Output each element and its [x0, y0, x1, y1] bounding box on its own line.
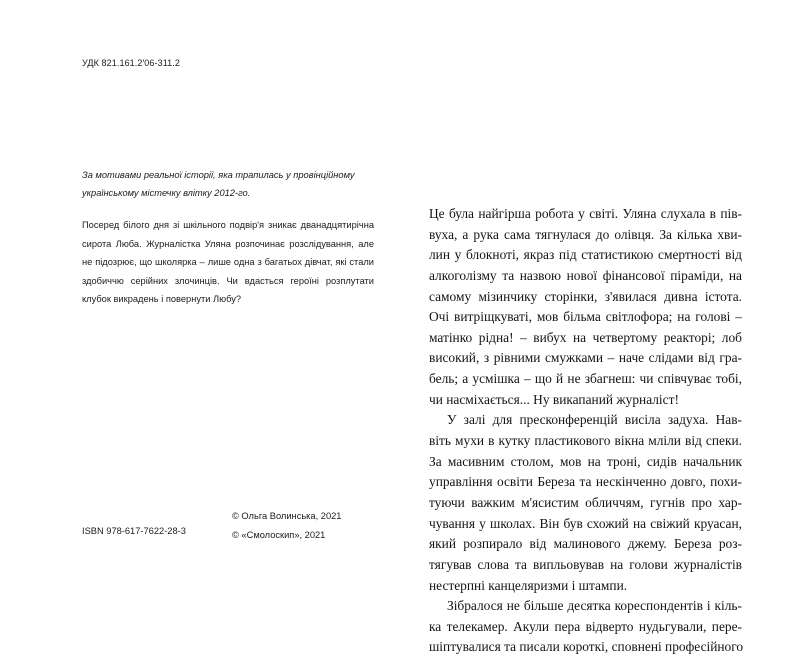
chapter-body-text	[429, 204, 742, 658]
epigraph	[82, 166, 372, 202]
udk-classification: УДК 821.161.2'06-311.2	[82, 58, 180, 68]
text-line: віть мухи в кутку пластикового вікна мліли від спеки.	[429, 433, 742, 449]
text-line: управління освіти Береза та нескінченно довго, похи-	[429, 474, 742, 490]
text-line: Зібралося не більше десятка кореспондентів і кіль-	[447, 598, 742, 614]
text-line: самому мізинчику сторінки, з'явилася дивна істота.	[429, 288, 742, 304]
left-page	[0, 0, 400, 621]
text-line: туючи важким м'ясистим обличчям, гугнів про хар-	[429, 494, 742, 510]
copyright-author: © Ольга Волинська, 2021	[232, 511, 342, 521]
text-line: Це була найгірша робота у світі. Уляна слухала в пів-	[429, 206, 742, 221]
text-line: Очі витріщкуваті, мов більма світлофора; на голові –	[429, 309, 742, 325]
text-line: бель; а усмішка – що й не збагнеш: чи співчуває тобі,	[429, 371, 742, 387]
copyright-publisher: © «Смолоскип», 2021	[232, 529, 326, 540]
text-line: шіптувалися та писали короткі, сповнені професійного	[429, 639, 744, 655]
text-line: тягував слова та випльовував на голови журналістів	[429, 556, 742, 572]
text-line: який розпирало від малинового джему. Береза роз-	[429, 536, 742, 552]
text-line: чи насміхається... Ну викапаний журналіст!	[429, 391, 679, 407]
isbn: ISBN 978-617-7622-28-3	[82, 526, 186, 536]
text-line: За масивним столом, мов на троні, сидів начальник	[429, 453, 742, 469]
synopsis: Посеред білого дня зі шкільного подвір'я зникає дванадцятирічна сирота Люба. Журналістка Уляна розпочинає розслідування, але не підозрює, що школярка – лише одна з багатьох дівчат, які стали здобиччю серійних злочинців. Чи вдасться героїні розплутати клубок викрадень і повернути Любу?	[82, 220, 374, 305]
text-line: ка телекамер. Акули пера відверто нудьгували, пере-	[429, 618, 742, 634]
text-line: алкоголізму та назвою нової фінансової піраміди, на	[429, 267, 742, 283]
copyright-block	[232, 507, 341, 544]
epigraph-line: За мотивами реальної історії, яка трапилась у провінційному	[82, 170, 355, 180]
text-line: У залі для пресконференцій висіла задуха. Нав-	[447, 412, 742, 428]
text-line: високий, з рівними смужками – наче слідами від гра-	[429, 350, 742, 366]
text-line: лин у блокноті, якраз під статистикою смертності від	[429, 247, 742, 263]
text-line: чування у школах. Він був схожий на свіжий круасан,	[429, 515, 742, 531]
epigraph-line: українському містечку влітку 2012-го.	[82, 188, 251, 198]
text-line: матінко рідна! – вибух на четвертому реакторі; лоб	[429, 329, 742, 345]
text-line: вуха, а рука сама тягнулася до олівця. За кілька хви-	[429, 226, 742, 242]
right-page	[400, 0, 800, 655]
text-line: нестерпні канцеляризми і штампи.	[429, 577, 628, 593]
